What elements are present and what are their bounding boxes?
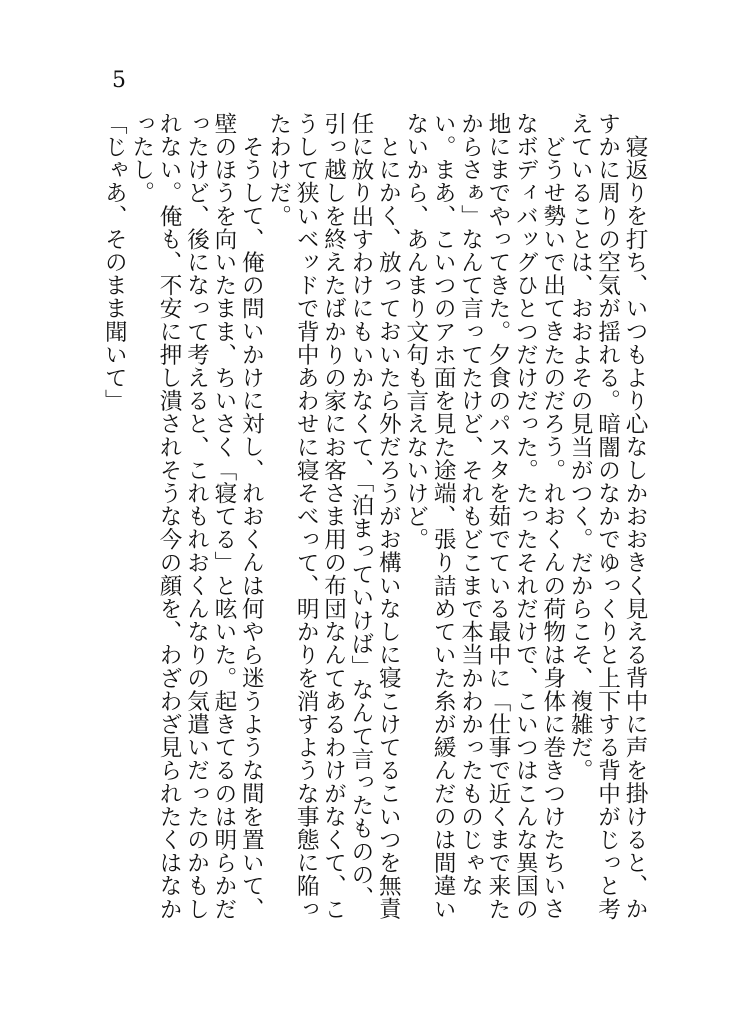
paragraph: そうして、俺の問いかけに対し、れおくんは何やら迷うような間を置いて、壁のほうを向いたまま、ちいさく「寝てる」と呟いた。起きてるのは明らかだったけど、後になって考えると、これもれおくんなりの気遣いだったのかもしれない。俺も、不安に押し潰されそうな今の顔を、わざわざ見られたくはなかったし。 bbox=[128, 112, 265, 921]
paragraph: 寝返りを打ち、いつもより心なしかおおきく見える背中に声を掛けると、かすかに周りの空気が揺れる。暗闇のなかでゆっくりと上下する背中がじっと考えていることは、おおよその見当がつく。だからこそ、複雑だ。 bbox=[567, 112, 648, 921]
page-number: 5 bbox=[112, 68, 126, 93]
paragraph-dialogue: 「じゃあ、そのまま聞いて」 bbox=[101, 112, 128, 413]
paragraph: とにかく、放っておいたら外だろうがお構いなしに寝こけてるこいつを無責任に放り出すわけにもいかなくて、「泊まっていけば」なんて言ったものの、引っ越しを終えたばかりの家にお客さま用の布団なんてあるわけがなくて、こうして狭いベッドで背中あわせに寝そべって、明かりを消すような事態に陥ったわけだ。 bbox=[265, 112, 402, 921]
novel-body-text bbox=[100, 112, 648, 932]
paragraph: どうせ勢いで出てきたのだろう。れおくんの荷物は身体に巻きつけたちいさなボディバッグひとつだけだった。たったそれだけで、こいつはこんな異国の地にまでやってきた。夕食のパスタを茹でている最中に「仕事で近くまで来たからさぁ」なんて言ってたけど、それもどこまで本当かわかったものじゃない。まあ、こいつのアホ面を見た途端、張り詰めていた糸が緩んだのは間違いないから、あんまり文句も言えないけど。 bbox=[402, 112, 566, 921]
